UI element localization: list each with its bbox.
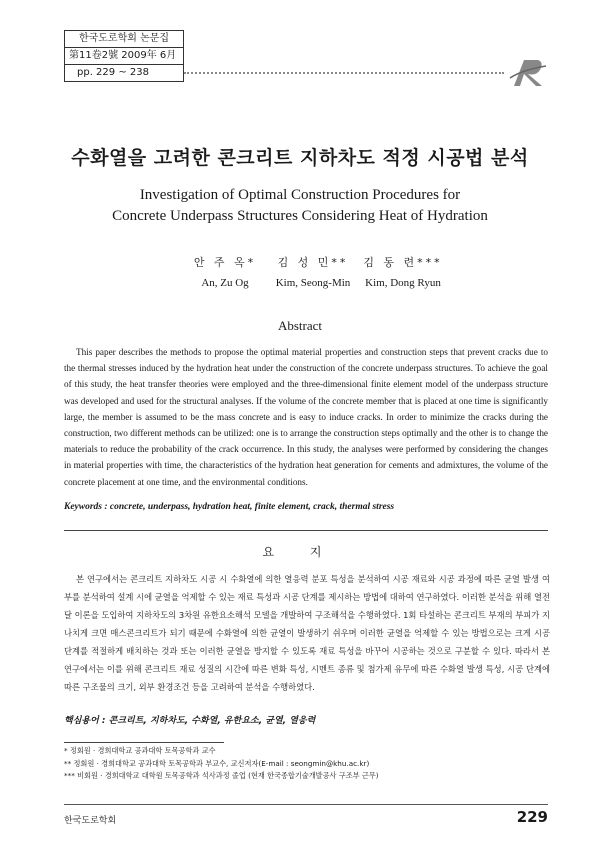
journal-name: 한국도로학회 논문집: [65, 31, 183, 48]
keywords-ko: 핵심용어 : 콘크리트, 지하차도, 수화열, 유한요소, 균열, 열응력: [64, 716, 316, 726]
summary-heading: 요 지: [262, 545, 338, 559]
footnote-divider: [64, 742, 224, 743]
english-title: [0, 185, 600, 227]
footer-divider: [64, 804, 548, 805]
footnote: *** 비회원 · 경희대학교 대학원 토목공학과 석사과정 졸업 (현재 한국종합기술개발공사 구조부 근무): [64, 771, 379, 780]
author-name-ko: 김 성 민**: [277, 256, 349, 269]
author-name-en: Kim, Dong Ryun: [365, 277, 441, 289]
english-title-line2: Concrete Underpass Structures Considering Heat of Hydration: [112, 208, 488, 224]
volume-info: 第11卷2號 2009年 6月: [65, 48, 183, 65]
section-divider: [64, 530, 548, 531]
author-name-ko: 김 동 련***: [363, 256, 443, 269]
author-name-ko: 안 주 옥*: [193, 256, 257, 269]
keywords-en: Keywords : concrete, underpass, hydration heat, finite element, crack, thermal stress: [64, 502, 395, 512]
summary-text: 본 연구에서는 콘크리트 지하차도 시공 시 수화열에 의한 열응력 분포 특성을 분석하여 시공 재료와 시공 과정에 따른 균열 발생 여부를 분석하여 설계 시에 균열을 억제할 수 있는 재료 특성과 시공 단계를 제시하는 방법에 대하여 연구하였다. 이러한 분석을 위해 열전달 이론을 도입하여 지하차도의 3차원 유한요소해석 모델을 개발하여 구조해석을 수행하였다. 1회 타설하는 콘크리트 부재의 부피가 지나치게 크면 매스콘크리트가 되기 때문에 수화열에 의한 균열이 발생하기 쉬우며 이러한 균열을 억제할 수 있는 방법으로는 크게 시공 단계를 적절하게 배치하는 것과 또는 이러한 균열을 방지할 수 있도록 재료 특성을 바꾸어 시공하는 것으로 구분할 수 있다. 따라서 본 연구에서는 이를 위해 콘크리트 재료 성질의 시간에 따른 변화 특성, 시멘트 종류 및 첨가제 유무에 따른 수화열 발생 특성, 시공 단계에 따른 구조물의 크기, 외부 환경조건 등을 고려하여 분석을 수행하였다.: [64, 574, 550, 692]
author-name-en: An, Zu Og: [201, 277, 249, 289]
abstract-text: This paper describes the methods to propose the optimal material properties and construction steps that prevent cracks due to the thermal stresses induced by the hydration heat under the construction of the concrete underpass structures. To achieve the goal of this study, the heat transfer theories were employed and the three-dimensional finite element model of the underpass structure was developed and used for the structural analyses. If the volume of the concrete member that is placed at one time is significantly large, the member is assumed to be the mass concrete and is easy to induce cracks. In order to minimize the cracks during the construction, two different methods can be utilized: one is to arrange the construction steps optimally and the other is to change the materials to reduce the probability of the crack occurrence. In this study, the analyses were performed by considering the changes in material properties with time, the characteristics of the hydration heat generation for cements and admixtures, the volume of the concrete placement at one time, and the environmental conditions.: [64, 347, 548, 487]
korean-title: 수화열을 고려한 콘크리트 지하차도 적정 시공법 분석: [71, 147, 529, 169]
page-number: 229: [516, 808, 548, 826]
header-dotted-line: [184, 72, 504, 74]
author: [353, 254, 453, 289]
author: [175, 254, 275, 289]
author-name-en: Kim, Seong-Min: [275, 277, 351, 289]
journal-logo-icon: [508, 52, 548, 92]
abstract-heading: Abstract: [277, 318, 323, 333]
author: [263, 254, 363, 289]
english-title-line1: Investigation of Optimal Construction Procedures for: [139, 187, 461, 203]
footnote: ** 정회원 · 경희대학교 공과대학 토목공학과 부교수, 교신저자(E-mail : seongmin@khu.ac.kr): [64, 758, 370, 768]
journal-header-box: [64, 30, 184, 82]
footer-journal-name: 한국도로학회: [64, 816, 117, 826]
footnote: * 정회원 · 경희대학교 공과대학 토목공학과 교수: [64, 746, 216, 755]
page-range: pp. 229 ~ 238: [77, 67, 149, 78]
footnotes: [64, 745, 548, 783]
